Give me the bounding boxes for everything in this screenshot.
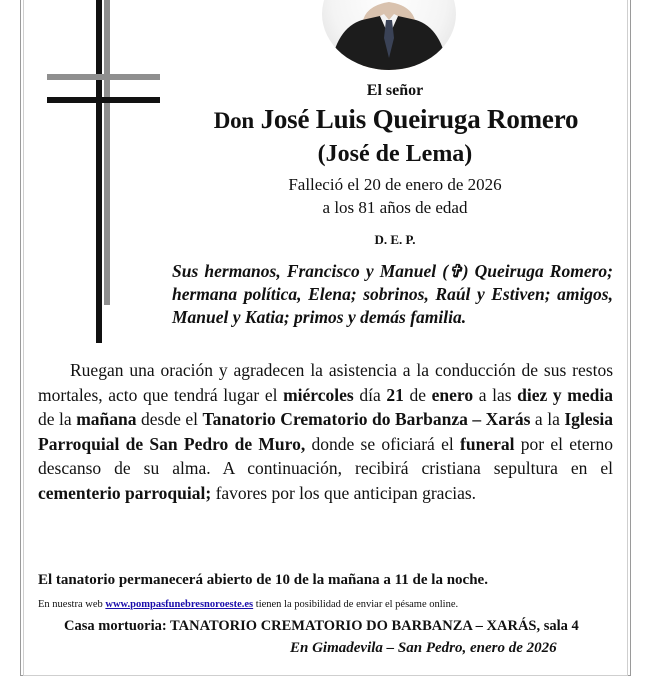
body-bold: funeral [460, 433, 515, 454]
casa-mortuoria: Casa mortuoria: TANATORIO CREMATORIO DO BARBANZA – XARÁS, sala 4 [64, 618, 579, 634]
honorific: El señor [366, 82, 424, 99]
web-note [38, 599, 618, 610]
nickname: (José de Lema) [317, 141, 473, 167]
body-text: favores por los que anticipan gracias. [211, 482, 477, 503]
body-text: Ruegan una oración y agradecen la asistencia a la conducción de sus restos mortales, acto que tendrá lugar el [38, 360, 613, 405]
body-text: por el eterno descanso de su alma. A continuación, recibirá cristiana sepultura en el [38, 433, 614, 478]
body-bold: enero [431, 384, 474, 405]
website-link[interactable]: www.pompasfunebresnoroeste.es [105, 599, 254, 610]
body-text: de la [38, 409, 77, 429]
body-bold: Tanatorio Crematorio do Barbanza – Xarás [202, 409, 531, 429]
body-bold: cementerio parroquial; [38, 482, 212, 503]
body-bold: 21 [386, 384, 404, 405]
rip-abbrev: D. E. P. [374, 232, 416, 247]
body-text: día [353, 384, 387, 405]
cross-horizontal-bar [47, 97, 160, 103]
family-paragraph: Sus hermanos, Francisco y Manuel (✞) Queiruga Romero; hermana política, Elena; sobrinos, Raúl y Estiven; amigos, Manuel y Katia; primos y demás familia. [172, 261, 613, 327]
deceased-name [176, 104, 616, 135]
cross-vertical-bar [96, 0, 102, 343]
web-suffix: tienen la posibilidad de enviar el pésame online. [253, 599, 459, 610]
death-date: Falleció el 20 de enero de 2026 [288, 175, 502, 194]
name-text: José Luis Queiruga Romero [260, 104, 579, 134]
age: a los 81 años de edad [322, 198, 468, 217]
ceremony-paragraph [38, 358, 613, 505]
body-bold: Iglesia Parroquial de San Pedro de Muro, [38, 409, 613, 454]
body-text: a la [530, 409, 565, 429]
deceased-photo [322, 0, 456, 70]
body-text: de [403, 384, 432, 405]
body-text: desde el [136, 409, 203, 429]
cross-horizontal-shadow [47, 74, 160, 80]
body-text: a las [473, 384, 518, 405]
body-bold: miércoles [283, 384, 354, 405]
place-date-footer: En Gimadevila – San Pedro, enero de 2026 [290, 640, 557, 656]
body-text: donde se oficiará el [305, 433, 461, 454]
body-bold: diez y media [517, 384, 613, 405]
body-bold: mañana [76, 409, 137, 429]
name-prefix: Don [213, 108, 254, 133]
tanatorio-hours: El tanatorio permanecerá abierto de 10 de la mañana a 11 de la noche. [38, 572, 488, 588]
cross-vertical-shadow [104, 0, 110, 305]
web-prefix: En nuestra web [38, 599, 106, 610]
